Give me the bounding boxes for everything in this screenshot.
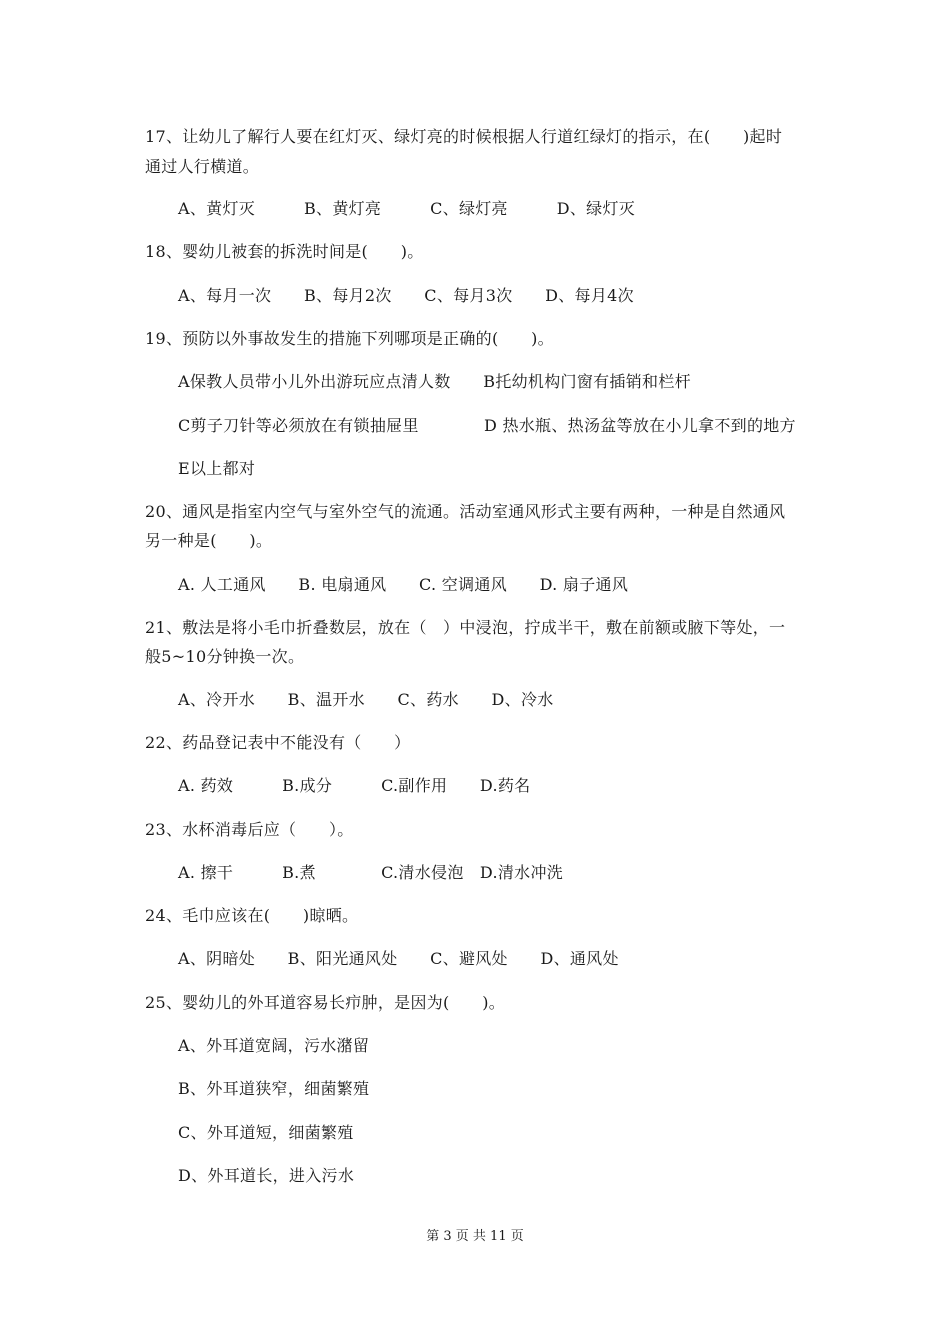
- question-20-options: A. 人工通风 B. 电扇通风 C. 空调通风 D. 扇子通风: [178, 575, 629, 594]
- question-17-options: A、黄灯灭 B、黄灯亮 C、绿灯亮 D、绿灯灭: [178, 199, 636, 218]
- question-17-stem-line-1: 17、让幼儿了解行人要在红灯灭、绿灯亮的时候根据人行道红绿灯的指示，在( )起时: [145, 127, 783, 146]
- question-18-stem: 18、婴幼儿被套的拆洗时间是( )。: [145, 242, 424, 261]
- question-25-option-d: D、外耳道长，进入污水: [178, 1166, 355, 1185]
- question-21-stem-line-2: 般5~10分钟换一次。: [145, 647, 305, 666]
- question-19-option-line-2: C剪子刀针等必须放在有锁抽屉里 D 热水瓶、热汤盆等放在小儿拿不到的地方: [178, 416, 796, 435]
- question-25-option-a: A、外耳道宽阔，污水潴留: [178, 1036, 370, 1055]
- question-17-stem-line-2: 通过人行横道。: [145, 157, 260, 176]
- question-21-stem-line-1: 21、敷法是将小毛巾折叠数层，放在（ ）中浸泡，拧成半干，敷在前额或腋下等处，一: [145, 618, 786, 637]
- question-25-option-b: B、外耳道狭窄，细菌繁殖: [178, 1079, 370, 1098]
- question-20-stem-line-2: 另一种是( )。: [145, 531, 273, 550]
- page-footer: 第 3 页 共 11 页: [426, 1229, 524, 1244]
- question-18-options: A、每月一次 B、每月2次 C、每月3次 D、每月4次: [178, 286, 634, 305]
- question-25-option-c: C、外耳道短，细菌繁殖: [178, 1123, 354, 1142]
- question-21-options: A、冷开水 B、温开水 C、药水 D、冷水: [178, 690, 554, 709]
- question-22-options: A. 药效 B.成分 C.副作用 D.药名: [178, 776, 531, 795]
- question-20-stem-line-1: 20、通风是指室内空气与室外空气的流通。活动室通风形式主要有两种，一种是自然通风: [145, 502, 786, 521]
- question-19-option-line-3: E以上都对: [178, 459, 256, 478]
- question-25-stem: 25、婴幼儿的外耳道容易长疖肿，是因为( )。: [145, 993, 506, 1012]
- question-19-stem: 19、预防以外事故发生的措施下列哪项是正确的( )。: [145, 329, 554, 348]
- question-23-options: A. 擦干 B.煮 C.清水侵泡 D.清水冲洗: [178, 863, 564, 882]
- question-22-stem: 22、药品登记表中不能没有（ ）: [145, 733, 411, 752]
- question-19-option-line-1: A保教人员带小儿外出游玩应点清人数 B托幼机构门窗有插销和栏杆: [178, 372, 691, 391]
- question-24-stem: 24、毛巾应该在( )晾晒。: [145, 906, 359, 925]
- question-24-options: A、阴暗处 B、阳光通风处 C、避风处 D、通风处: [178, 949, 619, 968]
- question-23-stem: 23、水杯消毒后应（ ）。: [145, 820, 354, 839]
